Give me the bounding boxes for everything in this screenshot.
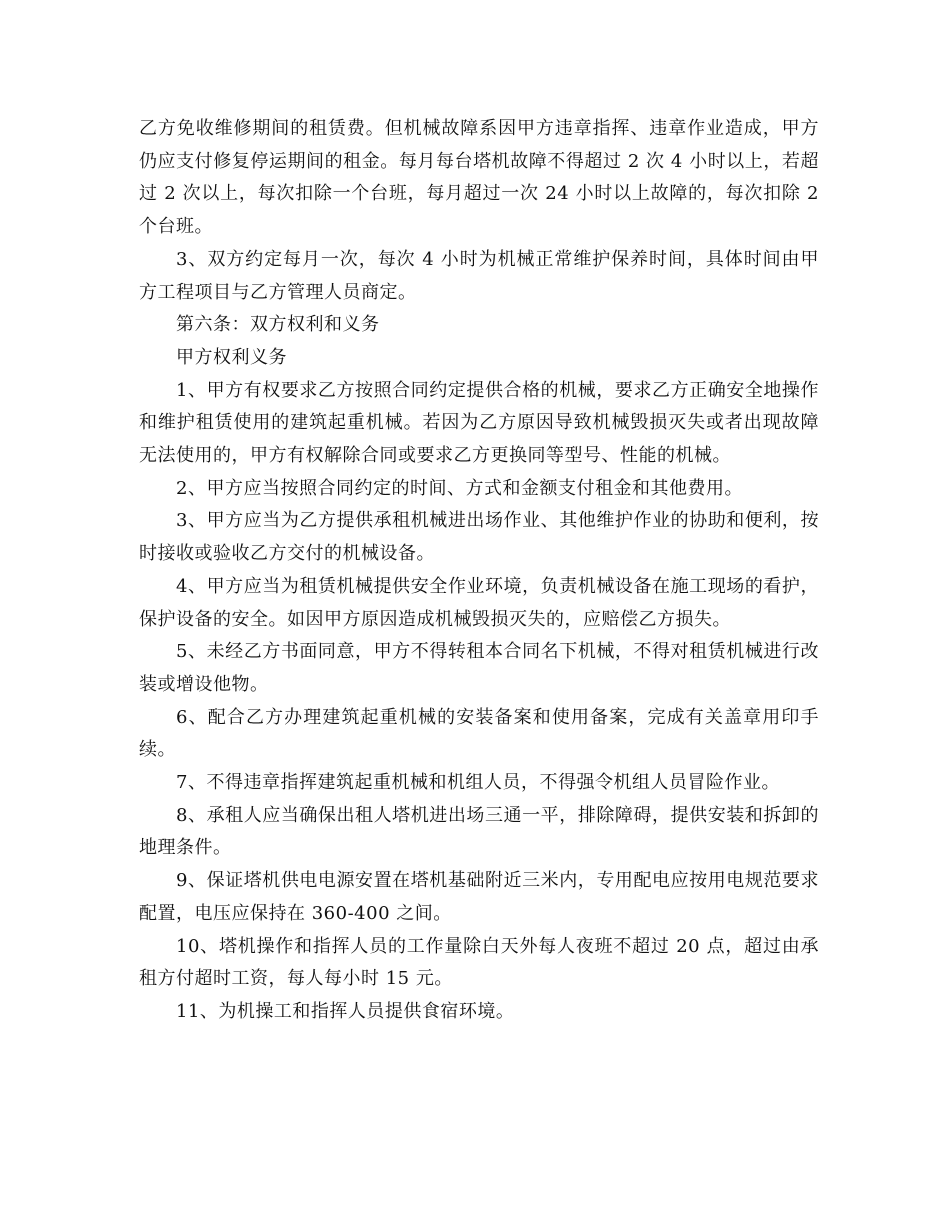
clause-11: 11、为机操工和指挥人员提供食宿环境。	[176, 1000, 515, 1022]
clause-3: 3、甲方应当为乙方提供承租机械进出场作业、其他维护作业的协助和便利，按时接收或验收乙方交付的机械设备。	[139, 510, 819, 565]
paragraph-1: 乙方免收维修期间的租赁费。但机械故障系因甲方违章指挥、违章作业造成，甲方仍应支付修复停运期间的租金。每月每台塔机故障不得超过 2 次 4 小时以上，若超过 2 次以上，每次扣除一个台班，每月超过一次 24 小时以上故障的，每次扣除 2 个台班。	[139, 118, 819, 238]
subsection-heading: 甲方权利义务	[176, 346, 287, 368]
clause-1: 1、甲方有权要求乙方按照合同约定提供合格的机械，要求乙方正确安全地操作和维护租赁使用的建筑起重机械。若因为乙方原因导致机械毁损灭失或者出现故障无法使用的，甲方有权解除合同或要求乙方更换同等型号、性能的机械。	[139, 379, 819, 467]
paragraph-2: 3、双方约定每月一次，每次 4 小时为机械正常维护保养时间，具体时间由甲方工程项目与乙方管理人员商定。	[139, 248, 819, 303]
clause-7: 7、不得违章指挥建筑起重机械和机组人员，不得强令机组人员冒险作业。	[176, 772, 780, 794]
document-page	[139, 113, 819, 1029]
clause-4: 4、甲方应当为租赁机械提供安全作业环境，负责机械设备在施工现场的看护，保护设备的安全。如因甲方原因造成机械毁损灭失的，应赔偿乙方损失。	[139, 575, 819, 630]
clause-9: 9、保证塔机供电电源安置在塔机基础附近三米内，专用配电应按用电规范要求配置，电压应保持在 360-400 之间。	[139, 870, 819, 924]
clause-6: 6、配合乙方办理建筑起重机械的安装备案和使用备案，完成有关盖章用印手续。	[139, 706, 819, 761]
clause-2: 2、甲方应当按照合同约定的时间、方式和金额支付租金和其他费用。	[176, 477, 743, 499]
clause-10: 10、塔机操作和指挥人员的工作量除白天外每人夜班不超过 20 点，超过由承租方付超时工资，每人每小时 15 元。	[139, 935, 819, 990]
clause-8: 8、承租人应当确保出租人塔机进出场三通一平，排除障碍，提供安装和拆卸的地理条件。	[139, 804, 819, 859]
section-heading: 第六条：双方权利和义务	[176, 314, 380, 336]
clause-5: 5、未经乙方书面同意，甲方不得转租本合同名下机械，不得对租赁机械进行改装或增设他物。	[139, 641, 819, 695]
